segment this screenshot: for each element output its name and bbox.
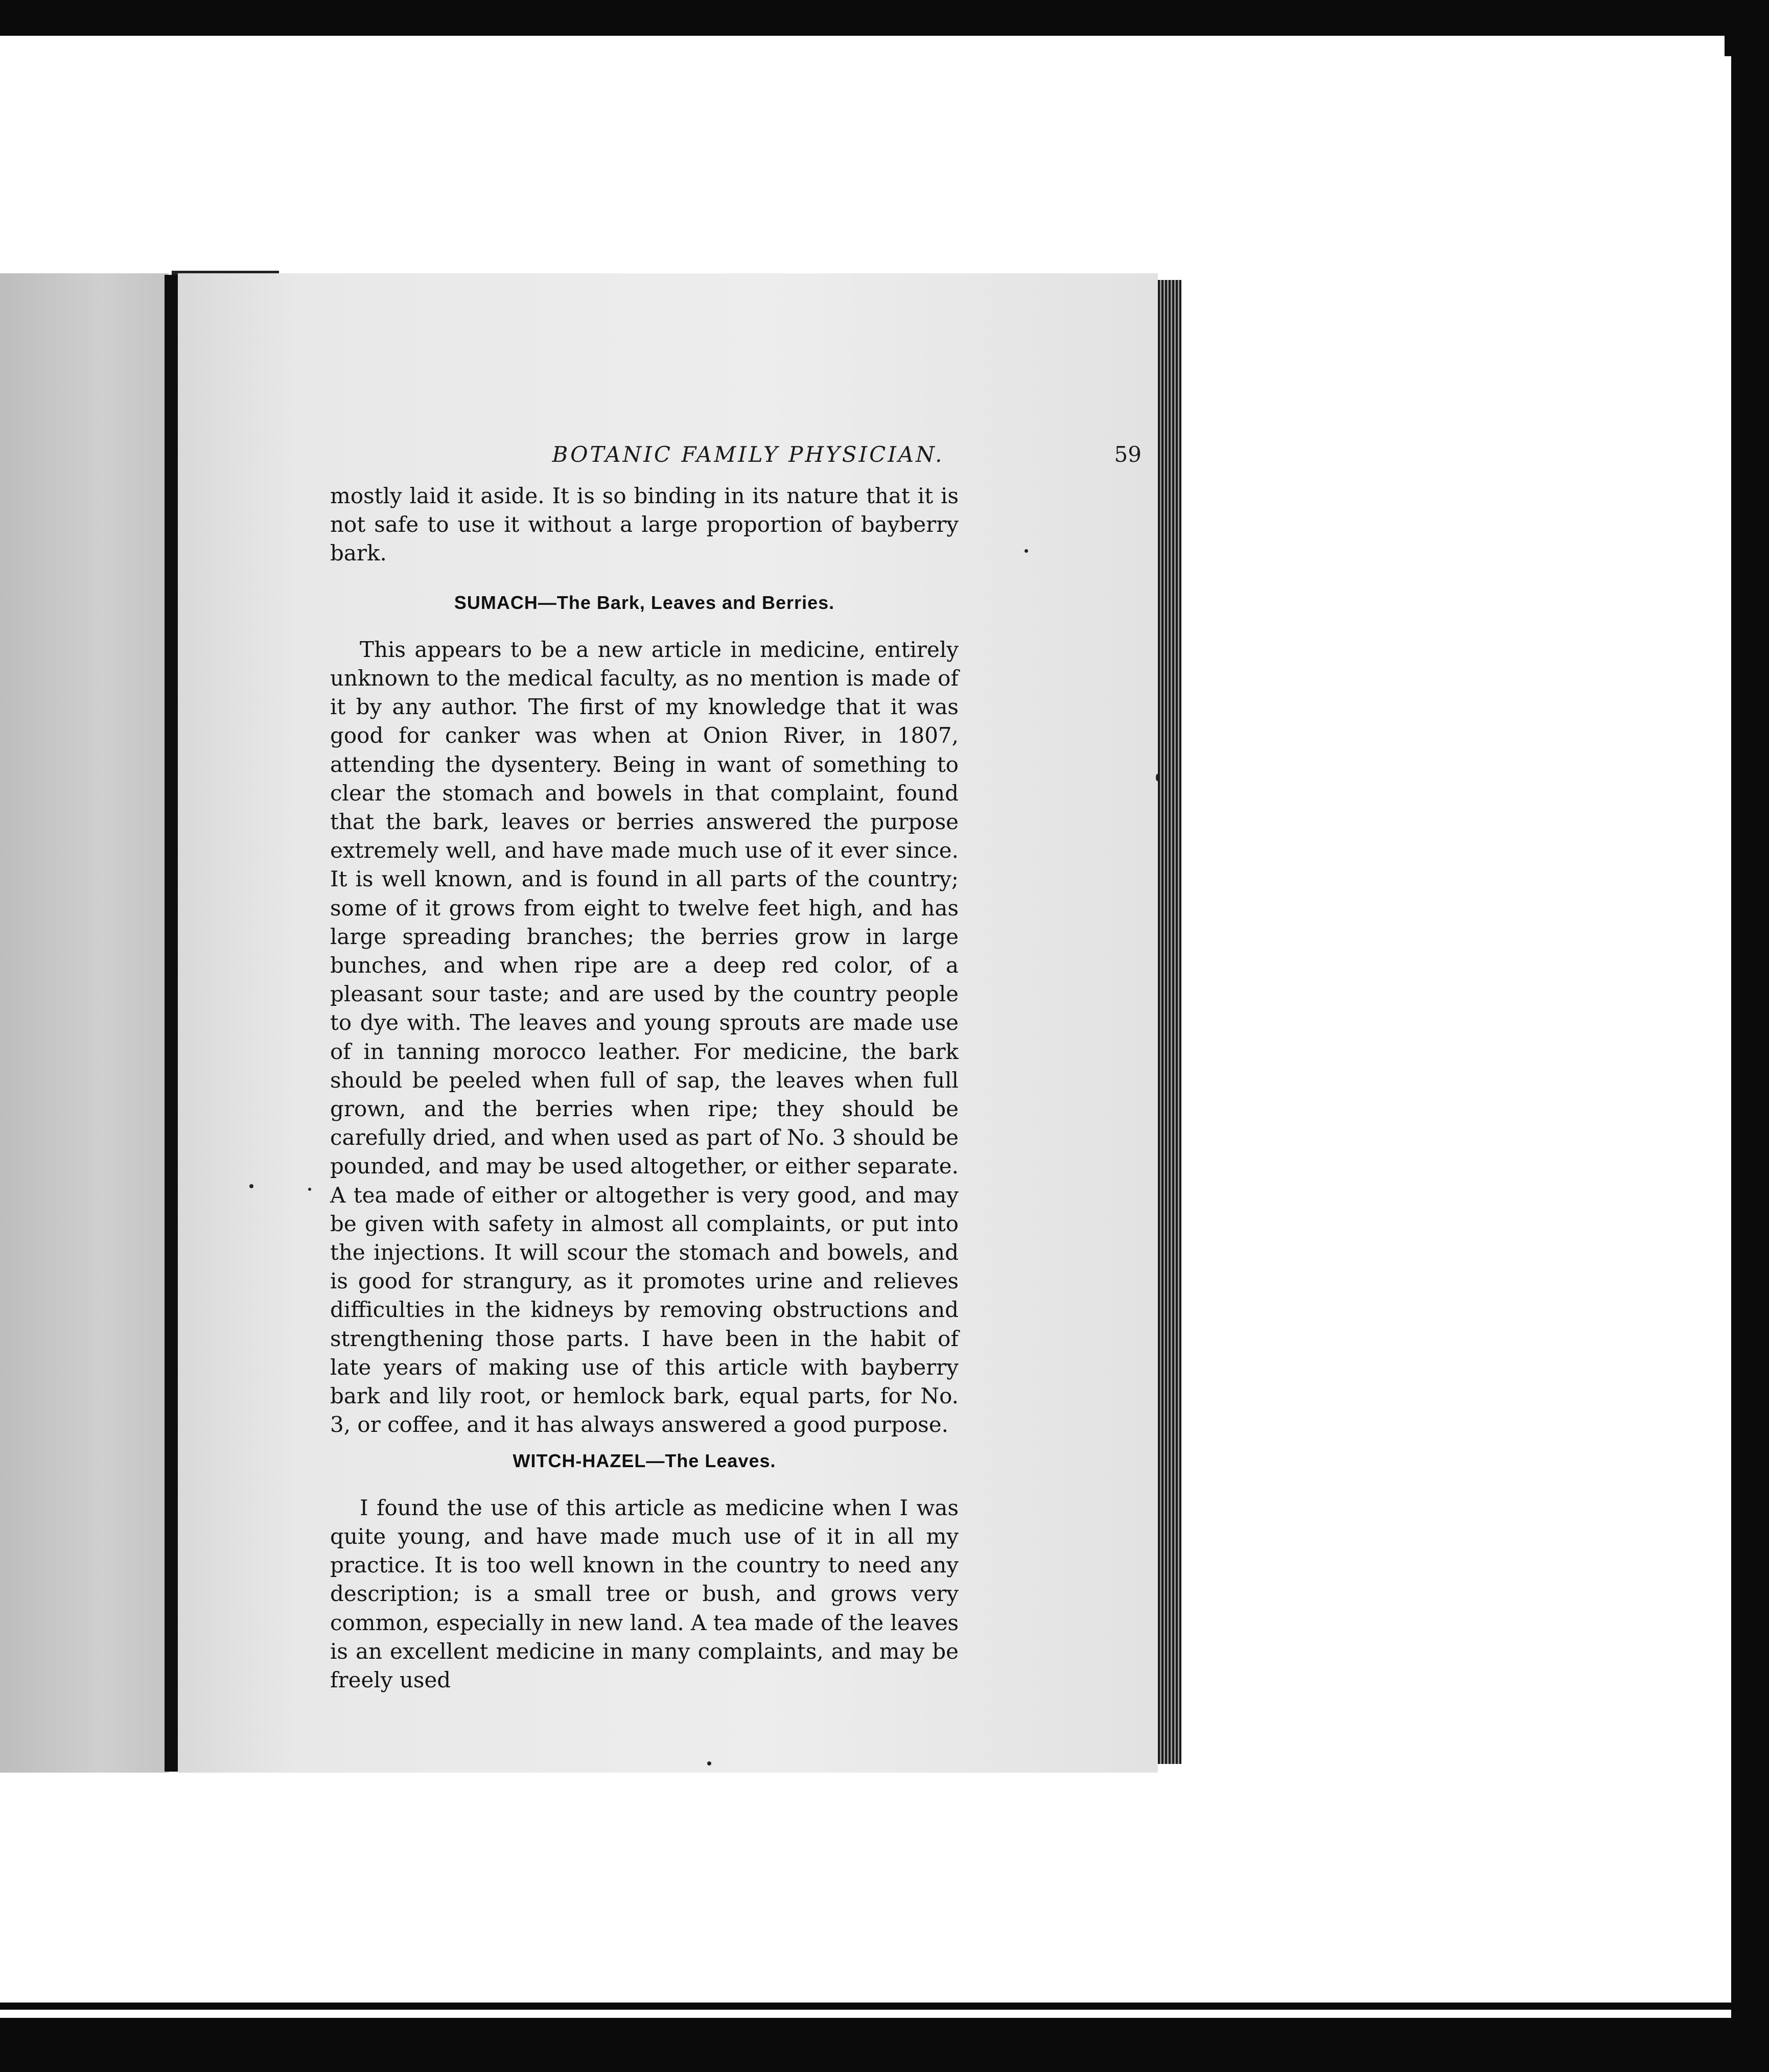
scan-speck (1156, 774, 1159, 781)
scan-speck (249, 1184, 253, 1188)
page-number: 59 (1114, 442, 1142, 467)
scan-border-bottom (0, 2018, 1769, 2072)
scan-speck (707, 1761, 711, 1765)
page-body (330, 482, 959, 1694)
running-title: BOTANIC FAMILY PHYSICIAN. (552, 442, 944, 467)
scan-border-bottom-rule (0, 2003, 1731, 2010)
section-heading-sumach: SUMACH—The Bark, Leaves and Berries. (454, 592, 835, 613)
section-paragraph-sumach: This appears to be a new article in medicine, entirely unknown to the medical faculty, as no mention is made of it by any author. The first of my knowledge that it was good for canker was when at Onion River, in 1807, attending the dysentery. Being in want of something to clear the stomach and bowels in that complaint, found that the bark, leaves or berries answered the purpose extremely well, and have made much use of it ever since. It is well known, and is found in all parts of the country; some of it grows from eight to twelve feet high, and has large spreading branches; the berries grow in large bunches, and when ripe are a deep red color, of a pleasant sour taste; and are used by the country people to dye with. The leaves and young sprouts are made use of in tanning morocco leather. For medicine, the bark should be peeled when full of sap, the leaves when full grown, and the berries when ripe; they should be carefully dried, and when used as part of No. 3 should be pounded, and may be used altogether, or either separate. A tea made of either or altogether is very good, and may be given with safety in almost all complaints, or put into the injections. It will scour the stomach and bowels, and is good for strangury, as it promotes urine and relieves difficulties in the kidneys by removing obstructions and strengthening those parts. I have been in the habit of late years of making use of this article with bayberry bark and lily root, or hemlock bark, equal parts, for No. 3, or coffee, and it has always answered a good purpose. (330, 637, 959, 1438)
scan-border-right (1731, 36, 1769, 2018)
scan-speck (1025, 549, 1028, 553)
facing-page-fragment (0, 273, 169, 1773)
page-edges (1158, 280, 1181, 1764)
scan-speck (308, 1188, 311, 1191)
book-page (178, 273, 1158, 1773)
section-paragraph-witch-hazel: I found the use of this article as medicine when I was quite young, and have made much use of it in all my practice. It is too well known in the country to need any description; is a small tree or bush, and grows very common, especially in new land. A tea made of the leaves is an excellent medicine in many complaints, and may be freely used (330, 1495, 959, 1692)
running-head (447, 442, 1142, 473)
section-heading-witch-hazel: WITCH-HAZEL—The Leaves. (513, 1450, 776, 1471)
scan-border-top (0, 0, 1769, 36)
opening-paragraph: mostly laid it aside. It is so binding in its nature that it is not safe to use it without a large proportion of bayberry bark. (330, 483, 959, 566)
book-spine (165, 275, 178, 1772)
